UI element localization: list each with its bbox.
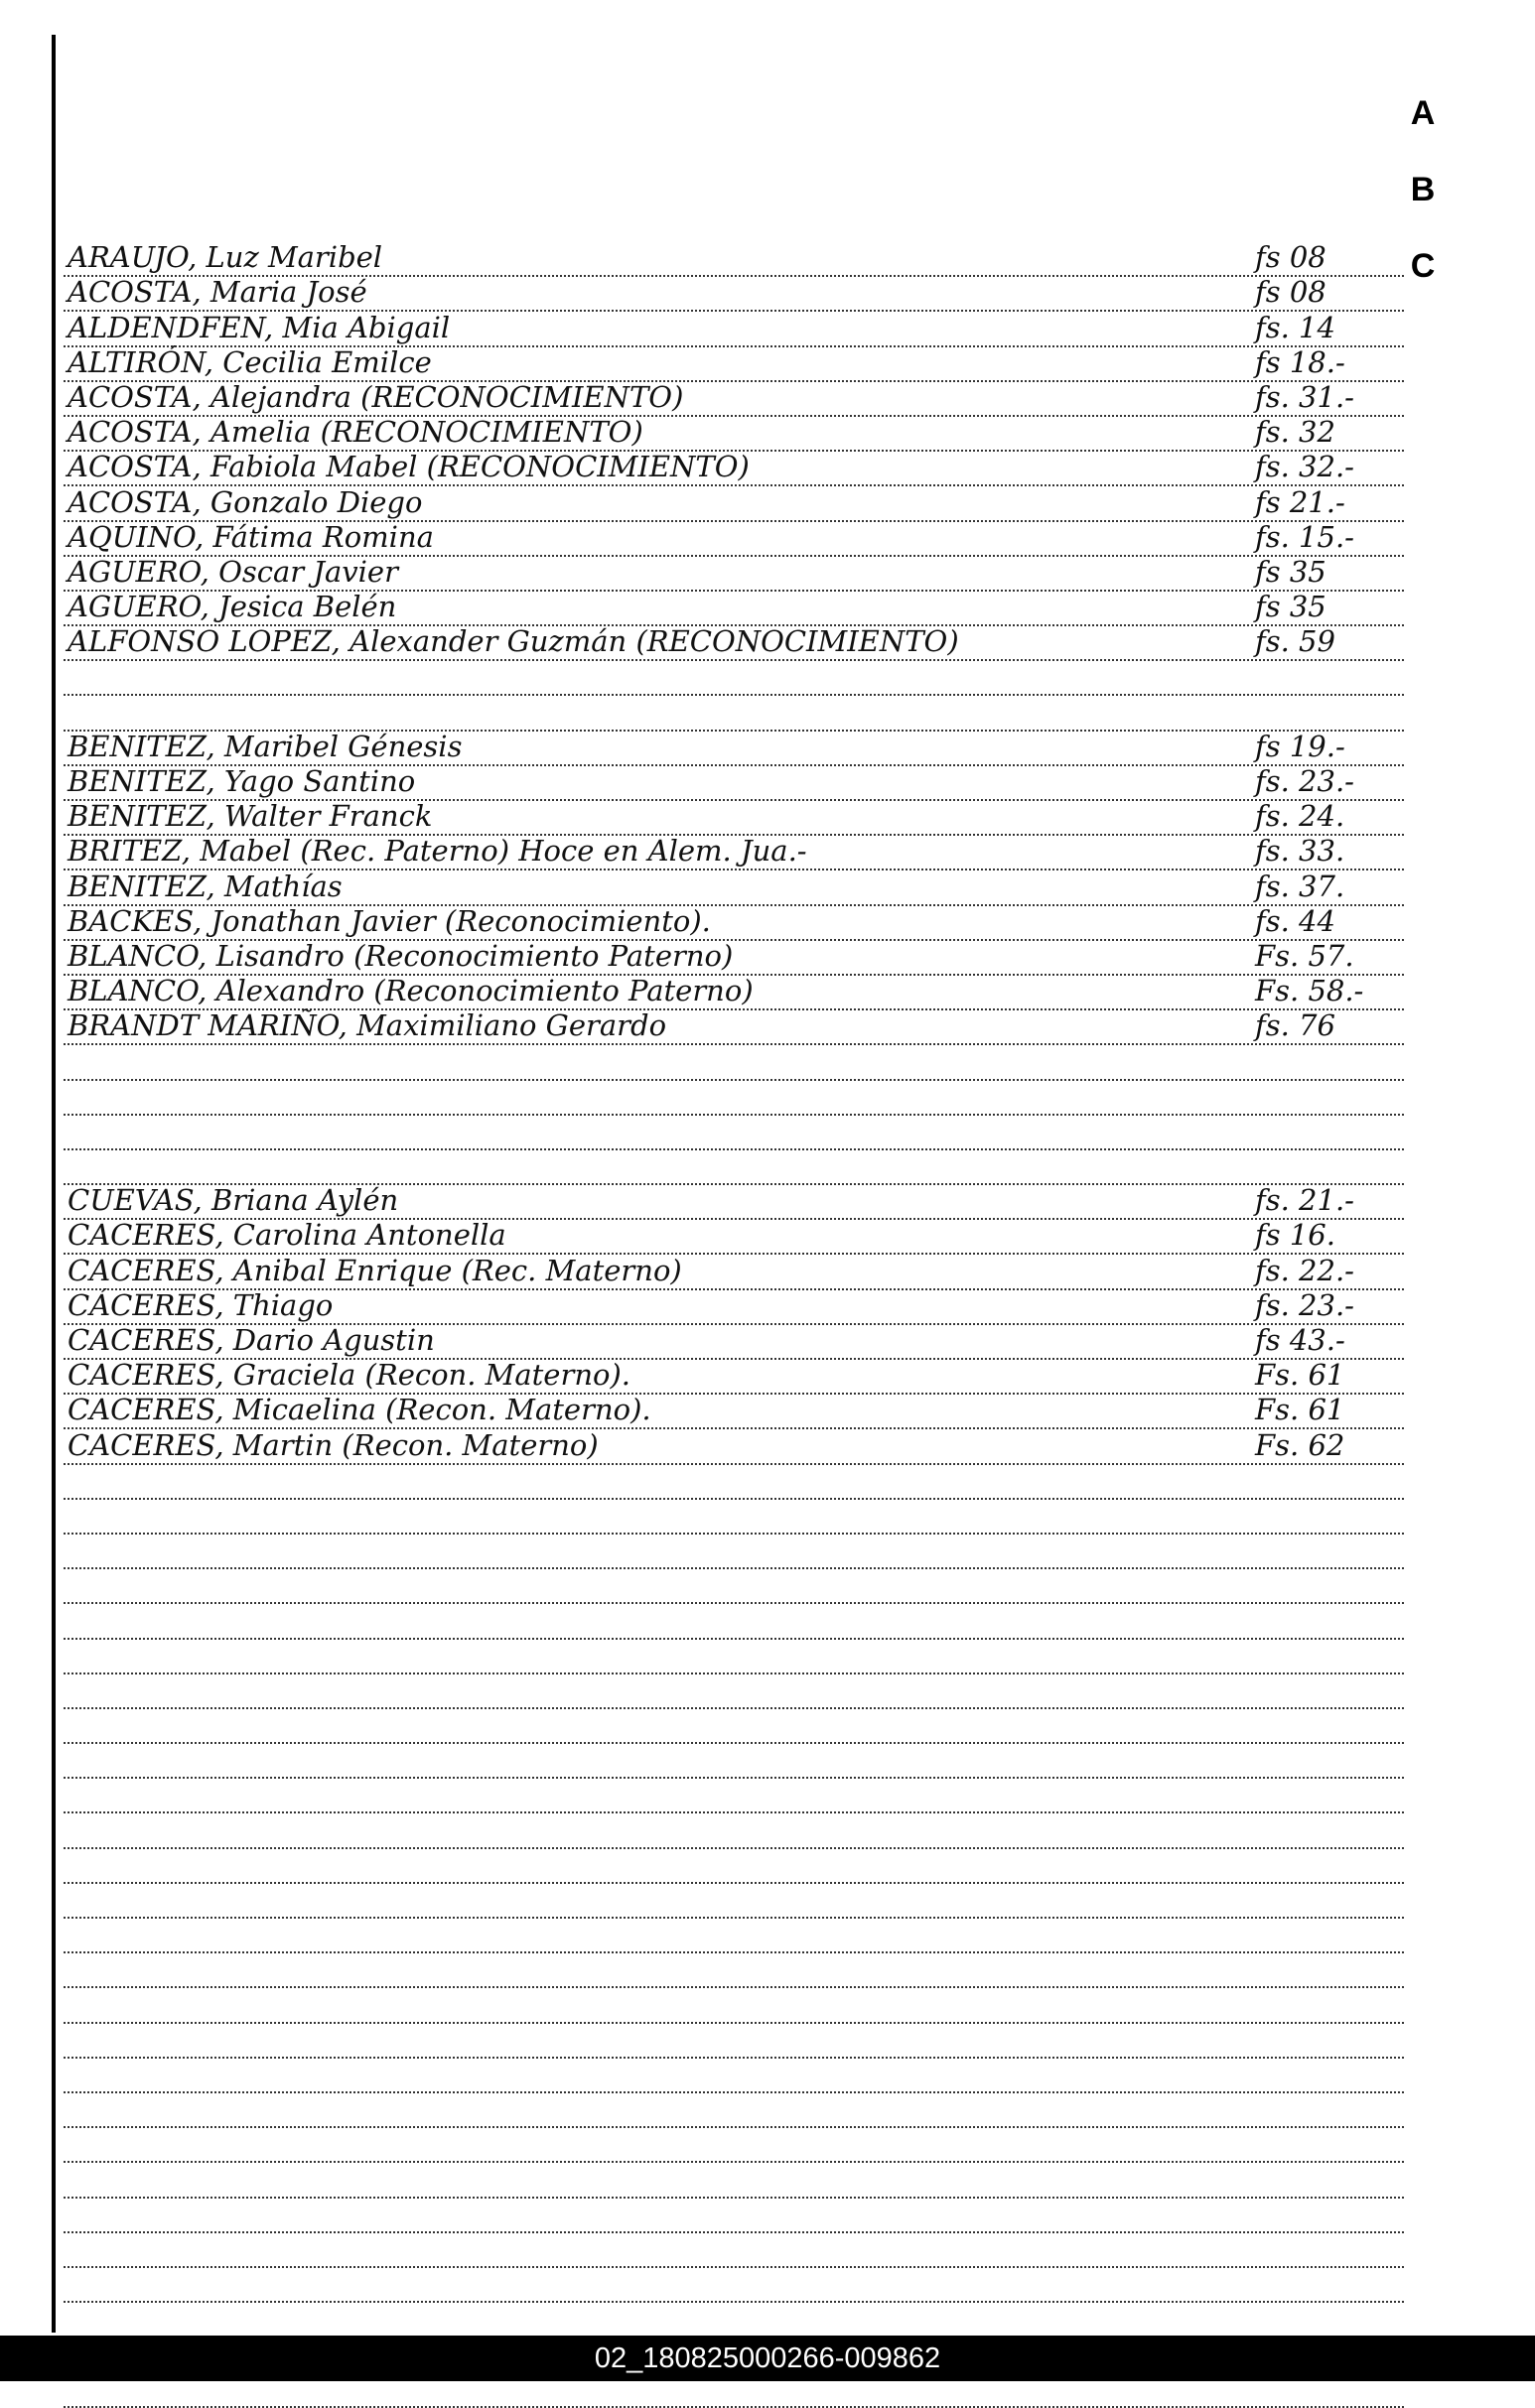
entry-folio: fs 35: [1255, 590, 1326, 624]
footer-bar: [0, 2336, 1535, 2381]
entry-name: BLANCO, Alexandro (Reconocimiento Paterno): [68, 974, 754, 1008]
entry-name: CACERES, Carolina Antonella: [68, 1218, 506, 1253]
entry-folio: fs. 23.-: [1255, 764, 1354, 798]
entry-name: AGUERO, Oscar Javier: [68, 554, 398, 589]
entry-name: ARAUJO, Luz Maribel: [68, 240, 383, 275]
entry-name: AGUERO, Jesica Belén: [68, 590, 397, 624]
entry-name: ACOSTA, Fabiola Mabel (RECONOCIMIENTO): [68, 450, 750, 484]
ledger-row: [64, 1287, 1404, 1325]
entry-name: AQUINO, Fátima Romina: [68, 519, 434, 554]
entry-name: CUEVAS, Briana Aylén: [68, 1183, 399, 1218]
ledger-row: [64, 1116, 1404, 1150]
ledger-row: [64, 938, 1404, 976]
entry-folio: fs 43.-: [1255, 1323, 1345, 1357]
entry-folio: fs. 37.: [1255, 869, 1345, 903]
index-letter-tabs: [1400, 94, 1446, 324]
ledger-row: [64, 2163, 1404, 2198]
ledger-row: [64, 452, 1404, 486]
ledger-row: [64, 661, 1404, 696]
ledger-row: [64, 1185, 1404, 1220]
tab-letter-b: B: [1410, 171, 1436, 208]
ledger-row: [64, 836, 1404, 870]
tab-letter-c: C: [1410, 247, 1436, 285]
ledger-row: [64, 801, 1404, 836]
ledger-row: [64, 1220, 1404, 1255]
entry-name: BENITEZ, Maribel Génesis: [68, 729, 463, 763]
ledger-row: [64, 870, 1404, 905]
tab-letter-a: A: [1410, 94, 1436, 132]
entry-name: ACOSTA, Gonzalo Diego: [68, 484, 423, 519]
ledger-row: [64, 1360, 1404, 1395]
entry-name: CACERES, Graciela (Recon. Materno).: [68, 1358, 631, 1393]
entry-folio: fs. 44: [1255, 903, 1335, 938]
ledger-row: [64, 1500, 1404, 1535]
ledger-row: [64, 1919, 1404, 1953]
entry-name: ACOSTA, Maria José: [68, 275, 367, 310]
entry-folio: fs 18.-: [1255, 344, 1345, 379]
entry-folio: fs 08: [1255, 275, 1326, 310]
ledger-row: [64, 626, 1404, 661]
entry-folio: fs. 32.-: [1255, 450, 1354, 484]
entry-name: BENITEZ, Yago Santino: [68, 764, 416, 798]
ledger-row: [64, 696, 1404, 731]
ledger-row: [64, 1674, 1404, 1709]
entry-folio: Fs. 61: [1255, 1393, 1345, 1427]
entry-folio: fs. 14: [1255, 310, 1335, 344]
ledger-row: [64, 903, 1404, 941]
entry-name: BRANDT MARIÑO, Maximiliano Gerardo: [68, 1008, 667, 1043]
ledger-row: [64, 1429, 1404, 1464]
document-id: 02_180825000266-009862: [594, 2342, 941, 2374]
ledger-row: [64, 1255, 1404, 1289]
entry-name: CÁCERES, Thiago: [68, 1287, 334, 1322]
ledger-row: [64, 1988, 1404, 2023]
entry-name: ALFONSO LOPEZ, Alexander Guzmán (RECONOCIMIENTO): [68, 624, 959, 659]
entry-folio: fs. 76: [1255, 1008, 1335, 1043]
entry-folio: fs 21.-: [1255, 484, 1345, 519]
ledger-row: [64, 1953, 1404, 1988]
ledger-row: [64, 1465, 1404, 1500]
ledger-row: [64, 592, 1404, 626]
entry-folio: fs. 22.-: [1255, 1253, 1354, 1287]
entry-folio: fs. 32: [1255, 415, 1335, 450]
ledger-row: [64, 1779, 1404, 1813]
entry-folio: fs. 24.: [1255, 799, 1345, 834]
ledger-row: [64, 1395, 1404, 1429]
entry-folio: fs 19.-: [1255, 729, 1345, 763]
ledger-row: [64, 1081, 1404, 1116]
ledger-row: [64, 417, 1404, 452]
ledger-row: [64, 1535, 1404, 1569]
entry-name: BENITEZ, Walter Franck: [68, 799, 433, 834]
entry-folio: fs 08: [1255, 240, 1326, 275]
ledger-row: [64, 1569, 1404, 1604]
entry-name: ALTIRÓN, Cecilia Emilce: [68, 344, 432, 379]
entry-name: ALDENDFEN, Mia Abigail: [68, 310, 451, 344]
ledger-row: [64, 2093, 1404, 2128]
entry-folio: fs 16.: [1255, 1218, 1335, 1253]
entry-name: ACOSTA, Alejandra (RECONOCIMIENTO): [68, 379, 684, 414]
ledger-row: [64, 729, 1404, 766]
ledger-row: [64, 766, 1404, 801]
ledger-row: [64, 1604, 1404, 1639]
ledger-row: [64, 1045, 1404, 1080]
ledger-row: [64, 1849, 1404, 1884]
ledger-row: [64, 2199, 1404, 2233]
entry-folio: fs. 59: [1255, 624, 1335, 659]
entry-folio: fs. 31.-: [1255, 379, 1354, 414]
ledger-row: [64, 242, 1404, 277]
ledger-row: [64, 1325, 1404, 1360]
ledger-list: [64, 242, 1404, 2408]
ledger-row: [64, 1010, 1404, 1045]
entry-name: CACERES, Micaelina (Recon. Materno).: [68, 1393, 651, 1427]
ledger-row: [64, 554, 1404, 592]
ledger-row: [64, 1150, 1404, 1185]
entry-name: BRITEZ, Mabel (Rec. Paterno) Hoce en Alem. Jua.-: [68, 834, 807, 869]
entry-folio: fs. 23.-: [1255, 1287, 1354, 1322]
left-margin-rule: [52, 35, 56, 2333]
entry-name: BENITEZ, Mathías: [68, 869, 343, 903]
entry-name: CACERES, Dario Agustin: [68, 1323, 435, 1357]
ledger-row: [64, 976, 1404, 1010]
entry-name: ACOSTA, Amelia (RECONOCIMIENTO): [68, 415, 643, 450]
ledger-row: [64, 1813, 1404, 1848]
entry-name: BLANCO, Lisandro (Reconocimiento Paterno): [68, 938, 734, 973]
entry-folio: fs. 21.-: [1255, 1183, 1354, 1218]
ledger-row: [64, 1744, 1404, 1779]
ledger-row: [64, 344, 1404, 382]
ledger-row: [64, 519, 1404, 557]
entry-folio: Fs. 61: [1255, 1358, 1345, 1393]
ledger-row: [64, 2128, 1404, 2163]
ledger-row: [64, 312, 1404, 346]
ledger-row: [64, 1640, 1404, 1674]
ledger-row: [64, 1884, 1404, 1919]
ledger-row: [64, 2024, 1404, 2059]
entry-name: CACERES, Martin (Recon. Materno): [68, 1427, 599, 1462]
entry-folio: Fs. 57.: [1255, 938, 1354, 973]
ledger-row: [64, 486, 1404, 521]
ledger-row: [64, 277, 1404, 312]
entry-folio: Fs. 58.-: [1255, 974, 1364, 1008]
ledger-row: [64, 2303, 1404, 2338]
ledger-row: [64, 2059, 1404, 2093]
ledger-row: [64, 2268, 1404, 2303]
entry-name: CACERES, Anibal Enrique (Rec. Materno): [68, 1253, 682, 1287]
ledger-row: [64, 1709, 1404, 1744]
entry-name: BACKES, Jonathan Javier (Reconocimiento).: [68, 903, 711, 938]
entry-folio: Fs. 62: [1255, 1427, 1345, 1462]
entry-folio: fs 35: [1255, 554, 1326, 589]
entry-folio: fs. 33.: [1255, 834, 1345, 869]
entry-folio: fs. 15.-: [1255, 519, 1354, 554]
ledger-row: [64, 379, 1404, 417]
ledger-row: [64, 2233, 1404, 2268]
